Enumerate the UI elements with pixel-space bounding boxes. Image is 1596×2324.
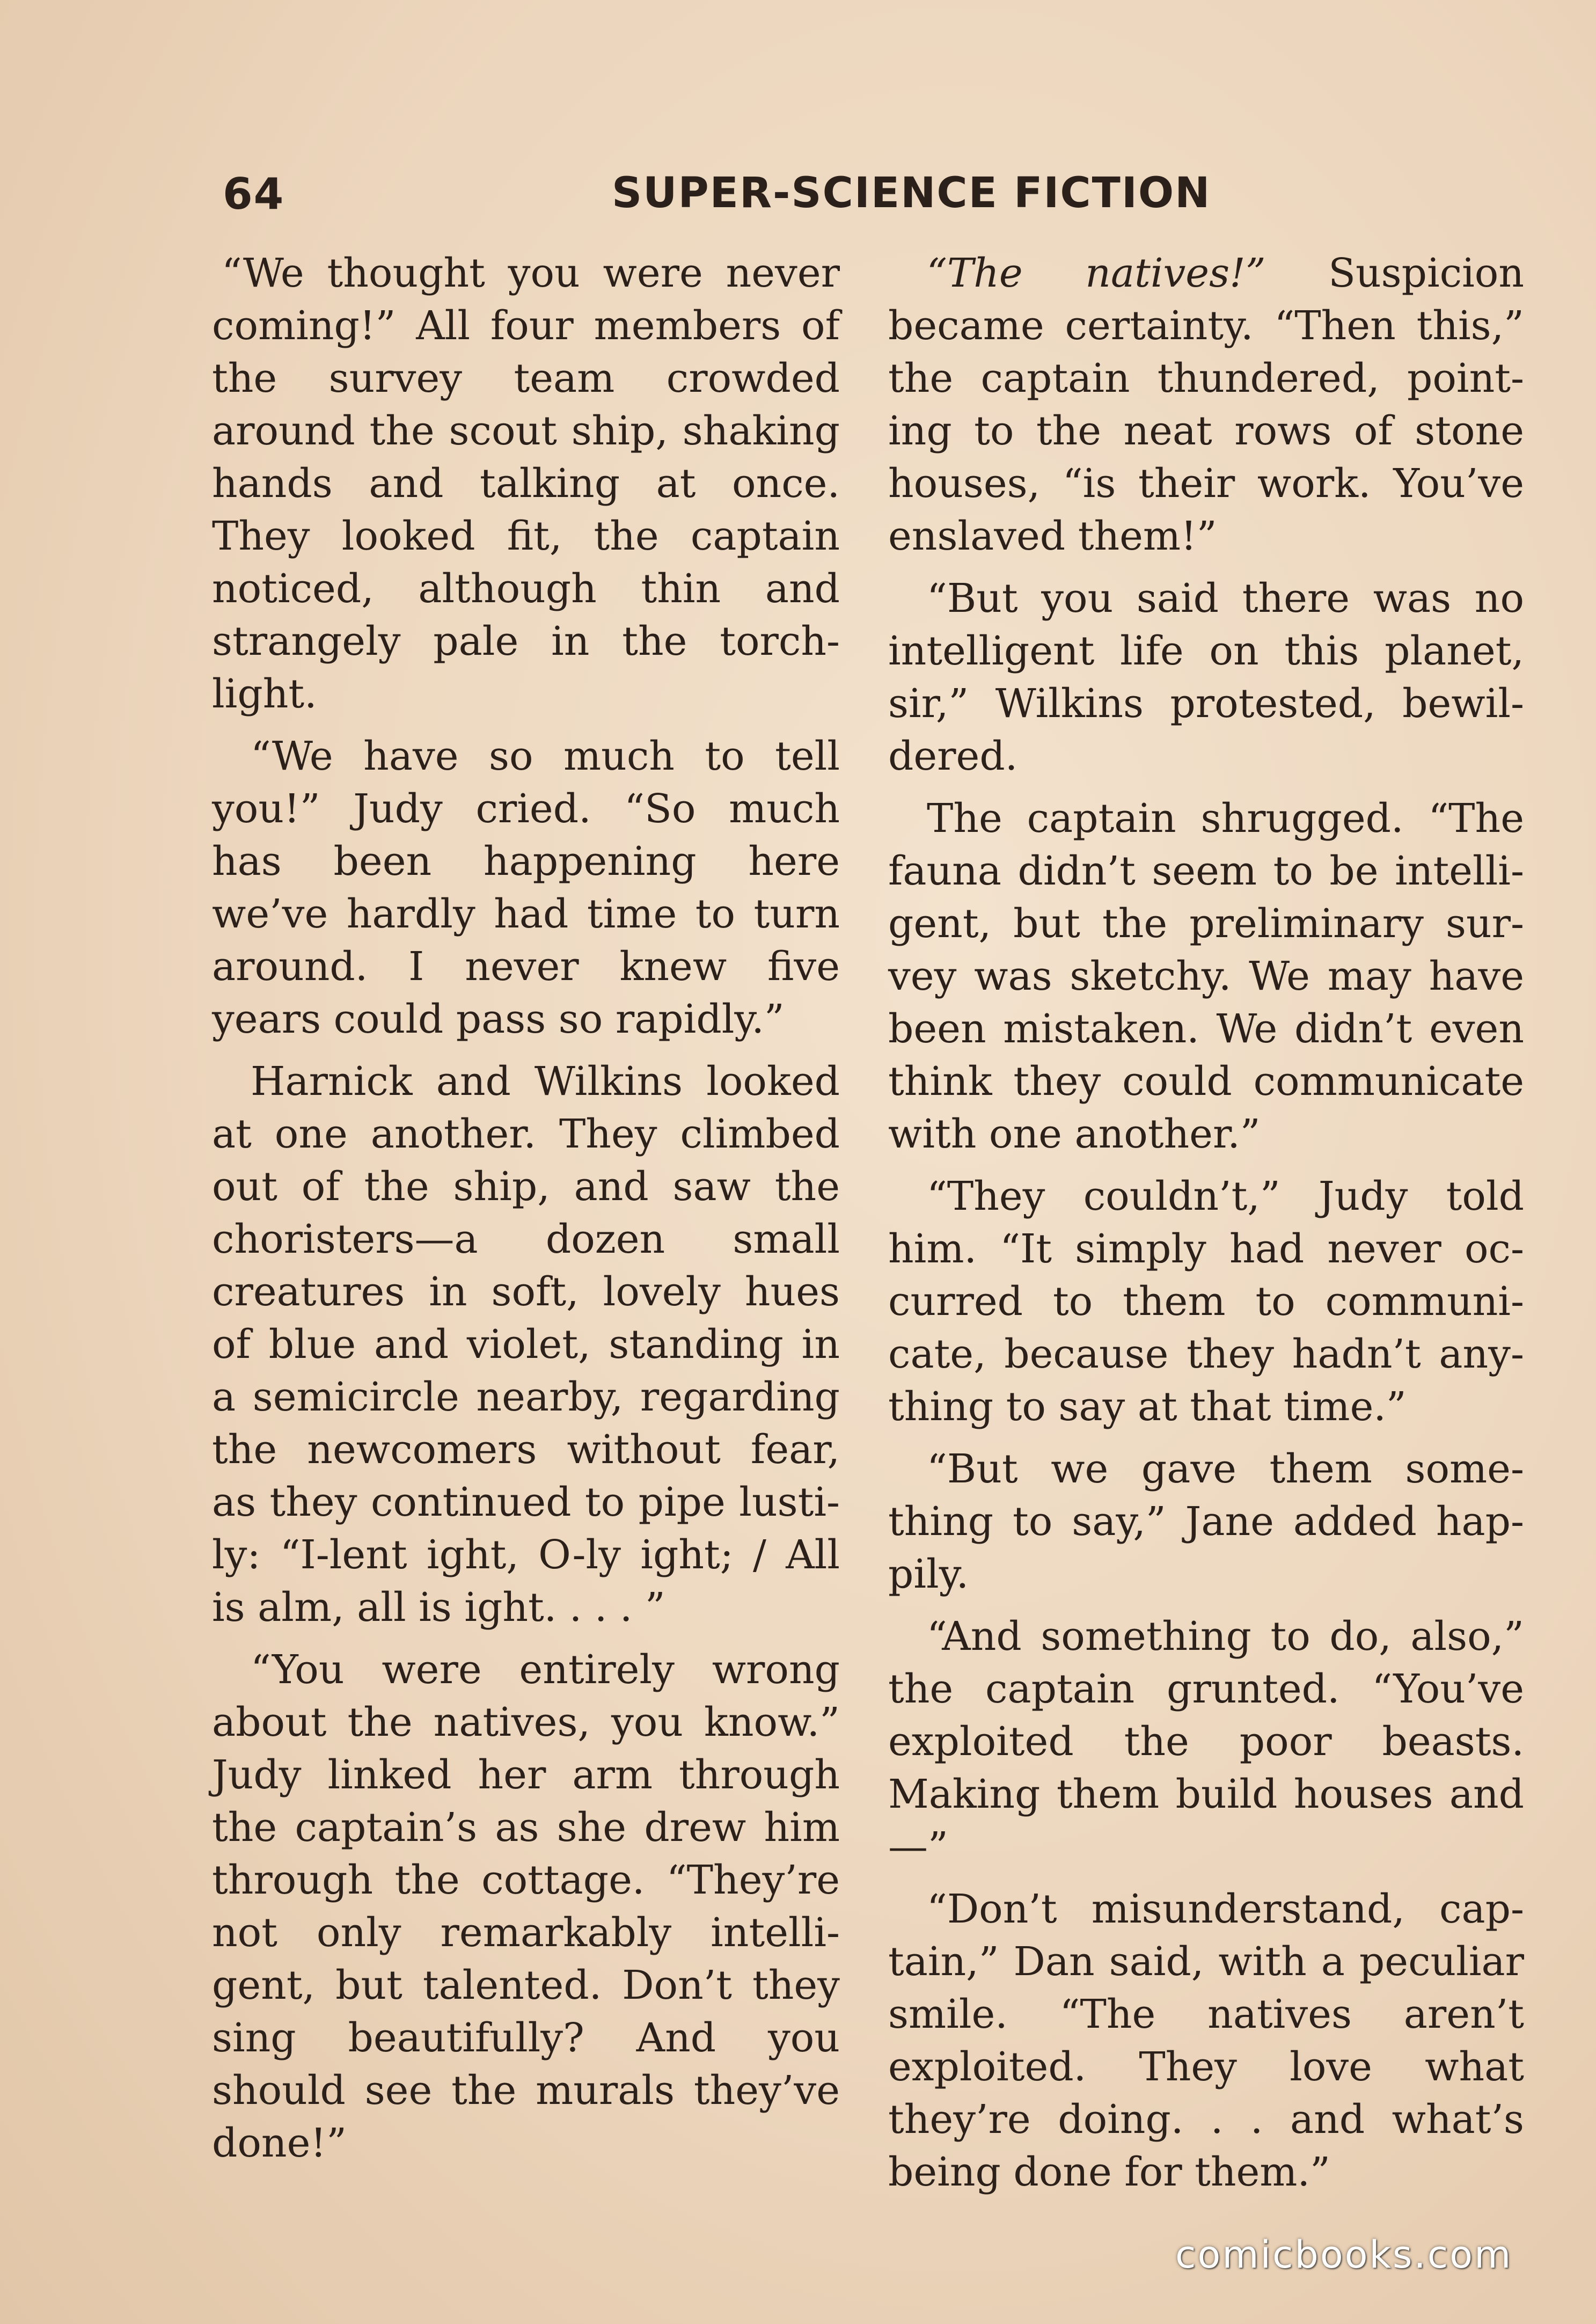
magazine-title: SUPER-SCIENCE FICTION: [612, 169, 1211, 217]
paragraph: [888, 247, 1524, 562]
paragraph: “We have so much to tell you!” Judy cried. “So much has been happening here we’ve hardly had time to turn around. I never knew five years could pass so rapidly.”: [212, 733, 840, 1042]
paragraph: “You were entirely wrong about the natives, you know.” Judy linked her arm through the captain’s as she drew him through the cottage. “They’re not only remarkably intelligent, but talented. Don’t they sing beautifully? And you should see the murals they’ve done!”: [212, 1647, 840, 2166]
paragraph: Harnick and Wilkins looked at one another. They climbed out of the ship, and saw the choristers—a dozen small creatures in soft, lovely hues of blue and violet, standing in a semicircle nearby, regarding the newcomers without fear, as they continued to pipe lustily: “I-lent ight, O-ly ight; / All is alm, all is ight. . . . ”: [212, 1058, 840, 1631]
paragraph-text: Suspicion became certainty. “Then this,” the captain thundered, pointing to the neat rows of stone houses, “is their work. You’ve enslaved them!”: [888, 250, 1524, 559]
watermark: comicbooks.com: [1175, 2233, 1513, 2277]
paragraph: “But you said there was no intelligent life on this planet, sir,” Wilkins protested, bewildered.: [888, 575, 1524, 779]
paragraph: “Don’t misunderstand, captain,” Dan said, with a peculiar smile. “The natives aren’t exploited. They love what they’re doing. . . and what’s being done for them.”: [888, 1886, 1524, 2195]
paragraph: “We thought you were never coming!” All four members of the survey team crowded around the scout ship, shaking hands and talking at once. They looked fit, the captain noticed, although thin and strangely pale in the torchlight.: [212, 250, 840, 717]
left-column: [212, 247, 840, 2179]
paragraph: “And something to do, also,” the captain grunted. “You’ve exploited the poor beasts. Making them build houses and—”: [888, 1613, 1524, 1870]
page-number: 64: [223, 169, 285, 219]
paragraph: The captain shrugged. “The fauna didn’t seem to be intelligent, but the preliminary survey was sketchy. We may have been mistaken. We didn’t even think they could communicate with one another.”: [888, 795, 1524, 1157]
paragraph: “They couldn’t,” Judy told him. “It simply had never occurred to them to communicate, because they hadn’t anything to say at that time.”: [888, 1173, 1524, 1430]
paragraph: “But we gave them something to say,” Jane added happily.: [888, 1446, 1524, 1597]
right-column: [888, 247, 1524, 2208]
italic-exclamation: “The natives!”: [927, 250, 1266, 296]
